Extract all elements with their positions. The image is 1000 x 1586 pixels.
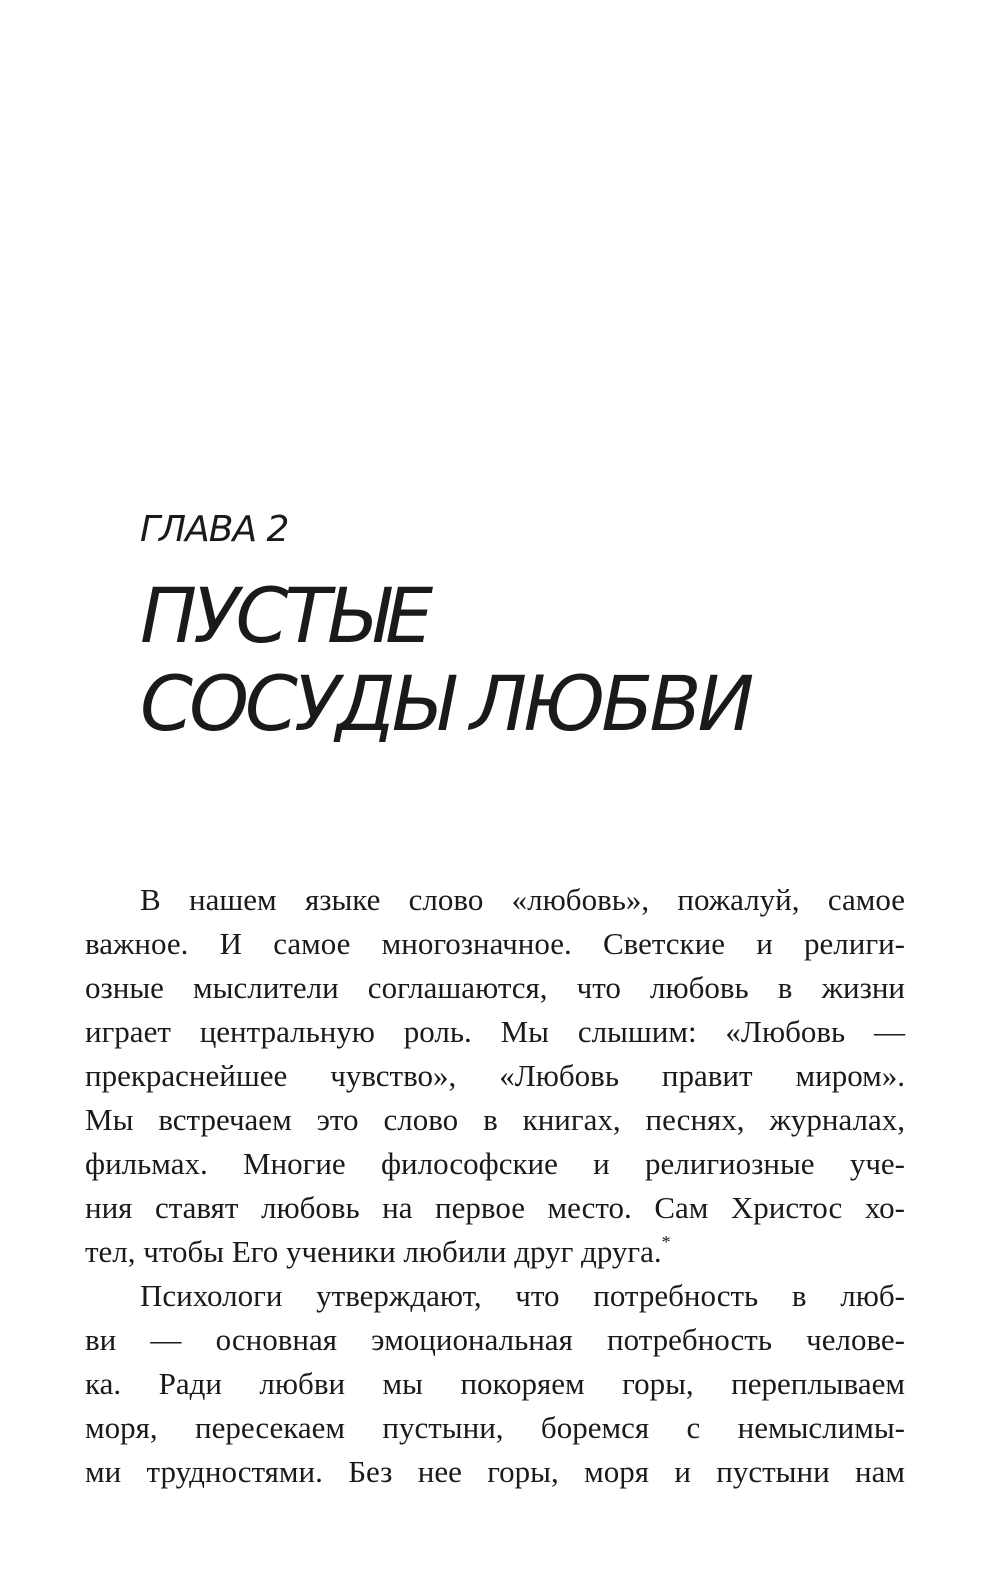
text-line: Мы встречаем это слово в книгах, песнях, журналах, — [85, 1102, 905, 1137]
text-line: важное. И самое многозначное. Светские и религи- — [85, 926, 905, 961]
text-line: ми трудностями. Без нее горы, моря и пустыни нам — [85, 1454, 905, 1489]
chapter-label: ГЛАВА 2 — [140, 509, 289, 550]
footnote-mark[interactable]: * — [661, 1232, 671, 1252]
text-line: озные мыслители соглашаются, что любовь в жизни — [85, 970, 905, 1005]
text-line: фильмах. Многие философские и религиозные уче- — [85, 1146, 905, 1181]
text-line: Психологи утверждают, что потребность в люб- — [140, 1278, 905, 1313]
chapter-title — [140, 572, 750, 748]
text-line: играет центральную роль. Мы слышим: «Любовь — — [85, 1014, 905, 1049]
text-line: ния ставят любовь на первое место. Сам Христос хо- — [85, 1190, 905, 1225]
chapter-title-line-1: ПУСТЫЕ — [140, 571, 430, 660]
text-line: тел, чтобы Его ученики любили друг друга. — [85, 1234, 662, 1269]
text-line: прекраснейшее чувство», «Любовь правит миром». — [85, 1058, 905, 1093]
paragraph-1 — [85, 878, 905, 1274]
body-text — [85, 878, 905, 1494]
text-line: ви — основная эмоциональная потребность челове- — [85, 1322, 905, 1357]
paragraph-2 — [85, 1274, 905, 1494]
text-line: В нашем языке слово «любовь», пожалуй, самое — [140, 882, 905, 917]
text-line-with-footnote — [85, 1230, 905, 1274]
text-line: моря, пересекаем пустыни, боремся с немыслимы- — [85, 1410, 905, 1445]
text-line: ка. Ради любви мы покоряем горы, переплываем — [85, 1366, 905, 1401]
chapter-title-line-2: СОСУДЫ ЛЮБВИ — [140, 659, 751, 748]
